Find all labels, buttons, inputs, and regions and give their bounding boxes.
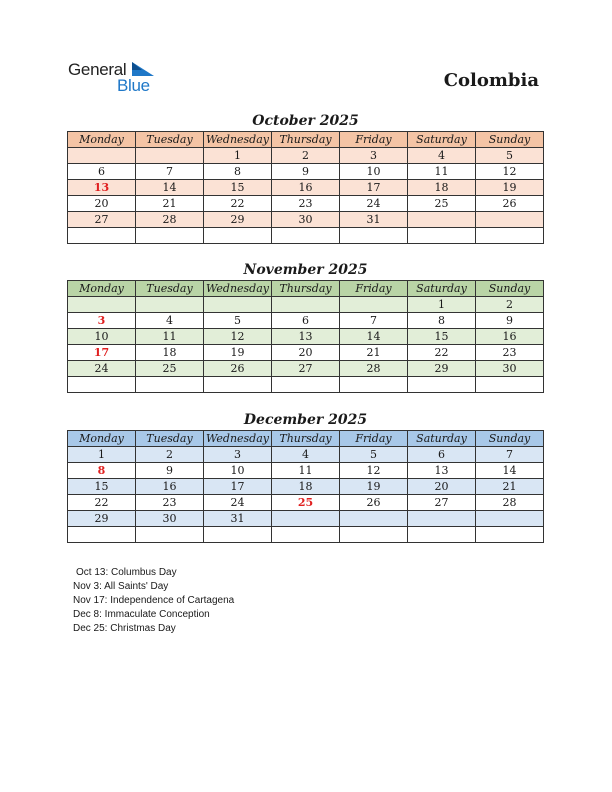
week-row (68, 212, 544, 228)
day-cell: 23 (272, 196, 340, 212)
day-cell (408, 212, 476, 228)
day-cell: 10 (68, 329, 136, 345)
day-cell (272, 527, 340, 543)
logo-flag-icon (132, 62, 154, 78)
day-cell: 26 (476, 196, 544, 212)
week-row (68, 377, 544, 393)
month-november (67, 260, 544, 393)
holiday-item: Dec 8: Immaculate Conception (73, 609, 210, 620)
day-cell (136, 377, 204, 393)
day-cell (340, 527, 408, 543)
day-cell: 27 (408, 495, 476, 511)
day-cell: 6 (68, 164, 136, 180)
calendar-table (67, 131, 544, 244)
day-cell: 10 (204, 463, 272, 479)
day-cell: 30 (272, 212, 340, 228)
week-row (68, 329, 544, 345)
day-cell: 25 (136, 361, 204, 377)
day-cell: 18 (272, 479, 340, 495)
day-cell: 21 (340, 345, 408, 361)
day-cell: 7 (476, 447, 544, 463)
day-cell: 22 (408, 345, 476, 361)
month-october (67, 111, 544, 244)
day-cell: 25 (408, 196, 476, 212)
weekday-header: Thursday (272, 281, 340, 297)
day-cell: 4 (408, 148, 476, 164)
day-cell: 15 (204, 180, 272, 196)
month-december (67, 410, 544, 543)
day-cell (476, 511, 544, 527)
day-cell: 19 (204, 345, 272, 361)
week-row (68, 196, 544, 212)
week-row (68, 463, 544, 479)
day-cell: 9 (476, 313, 544, 329)
day-cell: 5 (340, 447, 408, 463)
day-cell (408, 228, 476, 244)
day-cell: 18 (136, 345, 204, 361)
holiday-item: Dec 25: Christmas Day (73, 623, 176, 634)
calendar-table (67, 430, 544, 543)
week-row (68, 228, 544, 244)
week-row (68, 297, 544, 313)
day-cell (272, 377, 340, 393)
day-cell: 28 (340, 361, 408, 377)
country-title: Colombia (443, 70, 539, 91)
day-cell: 22 (68, 495, 136, 511)
weekday-header: Tuesday (136, 431, 204, 447)
week-row (68, 527, 544, 543)
day-cell: 21 (476, 479, 544, 495)
day-cell: 17 (340, 180, 408, 196)
day-cell: 2 (136, 447, 204, 463)
weekday-header-row (68, 281, 544, 297)
day-cell (408, 527, 476, 543)
day-cell: 14 (136, 180, 204, 196)
day-cell: 5 (204, 313, 272, 329)
weekday-header: Wednesday (204, 431, 272, 447)
day-cell (272, 228, 340, 244)
day-cell (272, 297, 340, 313)
day-cell: 12 (204, 329, 272, 345)
day-cell (408, 377, 476, 393)
holiday-list (73, 566, 234, 636)
day-cell: 16 (476, 329, 544, 345)
day-cell: 29 (68, 511, 136, 527)
day-cell (476, 228, 544, 244)
week-row (68, 164, 544, 180)
day-cell (340, 297, 408, 313)
day-cell: 29 (204, 212, 272, 228)
day-cell: 11 (408, 164, 476, 180)
week-row (68, 479, 544, 495)
day-cell (136, 527, 204, 543)
day-cell: 1 (204, 148, 272, 164)
weekday-header: Saturday (408, 431, 476, 447)
day-cell (340, 511, 408, 527)
day-cell: 10 (340, 164, 408, 180)
weekday-header: Tuesday (136, 281, 204, 297)
day-cell: 15 (408, 329, 476, 345)
weekday-header: Thursday (272, 431, 340, 447)
weekday-header: Wednesday (204, 281, 272, 297)
day-cell: 22 (204, 196, 272, 212)
week-row (68, 345, 544, 361)
day-cell (136, 148, 204, 164)
month-title: November 2025 (243, 262, 368, 278)
day-cell (408, 511, 476, 527)
weekday-header: Sunday (476, 281, 544, 297)
weekday-header-row (68, 132, 544, 148)
weekday-header: Tuesday (136, 132, 204, 148)
day-cell: 20 (68, 196, 136, 212)
day-cell: 8 (408, 313, 476, 329)
day-cell: 13 (408, 463, 476, 479)
day-cell: 14 (340, 329, 408, 345)
day-cell: 13 (272, 329, 340, 345)
day-cell: 8 (204, 164, 272, 180)
weekday-header-row (68, 431, 544, 447)
day-cell: 28 (136, 212, 204, 228)
holiday-item: Nov 3: All Saints' Day (73, 581, 169, 592)
day-cell: 6 (408, 447, 476, 463)
day-cell (272, 511, 340, 527)
day-cell (476, 212, 544, 228)
day-cell: 7 (340, 313, 408, 329)
day-cell (204, 297, 272, 313)
calendar-table (67, 280, 544, 393)
day-cell: 29 (408, 361, 476, 377)
logo-text-blue: Blue (117, 76, 150, 95)
week-row (68, 511, 544, 527)
day-cell: 27 (272, 361, 340, 377)
weekday-header: Wednesday (204, 132, 272, 148)
weekday-header: Saturday (408, 132, 476, 148)
logo-text-general: General (68, 60, 127, 79)
day-cell: 24 (340, 196, 408, 212)
day-cell: 2 (272, 148, 340, 164)
day-cell: 31 (204, 511, 272, 527)
weekday-header: Sunday (476, 431, 544, 447)
weekday-header: Monday (68, 132, 136, 148)
day-cell: 5 (476, 148, 544, 164)
day-cell: 1 (408, 297, 476, 313)
weekday-header: Friday (340, 132, 408, 148)
day-cell: 15 (68, 479, 136, 495)
day-cell (340, 377, 408, 393)
day-cell: 6 (272, 313, 340, 329)
day-cell: 16 (272, 180, 340, 196)
day-cell: 26 (204, 361, 272, 377)
day-cell (68, 297, 136, 313)
day-cell: 3 (340, 148, 408, 164)
week-row (68, 495, 544, 511)
week-row (68, 447, 544, 463)
day-cell: 7 (136, 164, 204, 180)
weekday-header: Monday (68, 281, 136, 297)
day-cell: 9 (136, 463, 204, 479)
holiday-item: Oct 13: Columbus Day (76, 567, 177, 578)
week-row (68, 148, 544, 164)
day-cell (204, 527, 272, 543)
day-cell (136, 297, 204, 313)
holiday-day-cell: 25 (272, 495, 340, 511)
day-cell (68, 527, 136, 543)
day-cell (340, 228, 408, 244)
weekday-header: Friday (340, 431, 408, 447)
day-cell: 31 (340, 212, 408, 228)
day-cell: 30 (136, 511, 204, 527)
day-cell: 9 (272, 164, 340, 180)
day-cell: 17 (204, 479, 272, 495)
day-cell: 19 (476, 180, 544, 196)
day-cell: 1 (68, 447, 136, 463)
day-cell: 23 (136, 495, 204, 511)
day-cell (68, 148, 136, 164)
week-row (68, 313, 544, 329)
day-cell: 28 (476, 495, 544, 511)
day-cell: 26 (340, 495, 408, 511)
month-title: October 2025 (252, 113, 359, 129)
day-cell (476, 527, 544, 543)
day-cell: 11 (272, 463, 340, 479)
day-cell: 24 (204, 495, 272, 511)
weekday-header: Friday (340, 281, 408, 297)
day-cell: 16 (136, 479, 204, 495)
day-cell: 12 (476, 164, 544, 180)
day-cell: 20 (408, 479, 476, 495)
day-cell: 24 (68, 361, 136, 377)
day-cell (476, 377, 544, 393)
day-cell: 23 (476, 345, 544, 361)
holiday-day-cell: 17 (68, 345, 136, 361)
day-cell: 3 (204, 447, 272, 463)
holiday-day-cell: 3 (68, 313, 136, 329)
week-row (68, 361, 544, 377)
day-cell: 20 (272, 345, 340, 361)
day-cell (204, 228, 272, 244)
day-cell: 21 (136, 196, 204, 212)
week-row (68, 180, 544, 196)
generalblue-logo (68, 60, 168, 96)
day-cell: 30 (476, 361, 544, 377)
day-cell (68, 377, 136, 393)
month-title: December 2025 (243, 412, 368, 428)
day-cell: 11 (136, 329, 204, 345)
holiday-item: Nov 17: Independence of Cartagena (73, 595, 235, 606)
weekday-header: Thursday (272, 132, 340, 148)
holiday-day-cell: 13 (68, 180, 136, 196)
day-cell: 12 (340, 463, 408, 479)
day-cell (136, 228, 204, 244)
weekday-header: Monday (68, 431, 136, 447)
weekday-header: Sunday (476, 132, 544, 148)
day-cell (68, 228, 136, 244)
day-cell: 4 (136, 313, 204, 329)
day-cell (204, 377, 272, 393)
day-cell: 19 (340, 479, 408, 495)
day-cell: 18 (408, 180, 476, 196)
holiday-day-cell: 8 (68, 463, 136, 479)
day-cell: 2 (476, 297, 544, 313)
day-cell: 27 (68, 212, 136, 228)
weekday-header: Saturday (408, 281, 476, 297)
day-cell: 14 (476, 463, 544, 479)
day-cell: 4 (272, 447, 340, 463)
